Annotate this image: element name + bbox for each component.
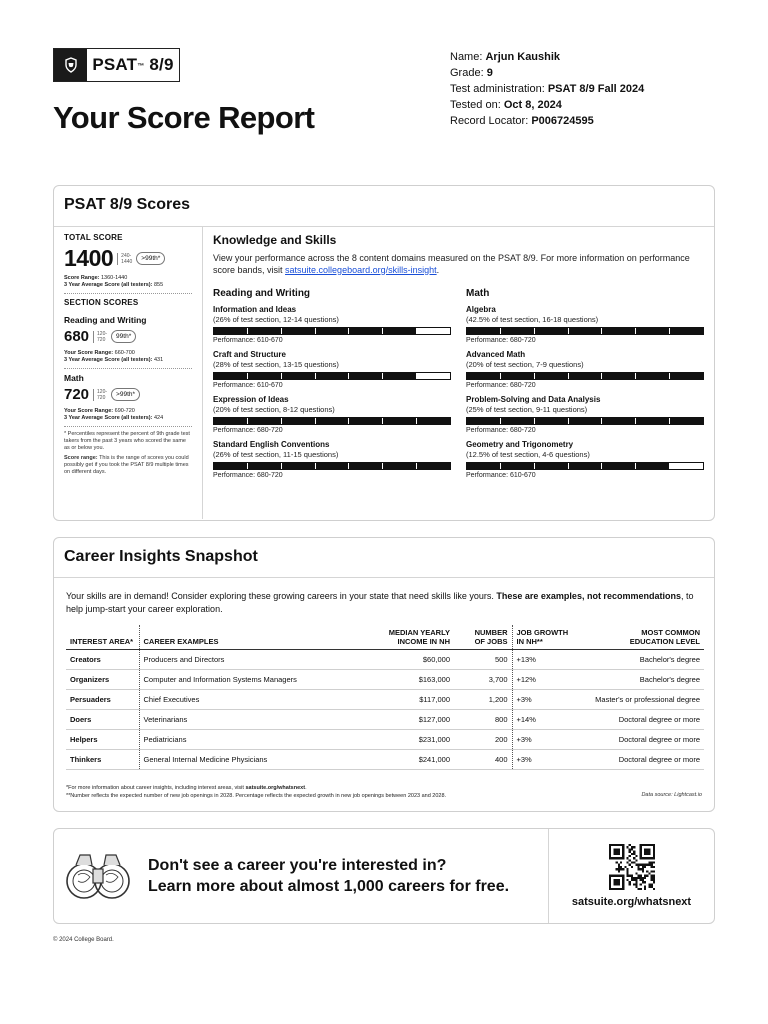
growth-cell: +3% — [512, 750, 582, 770]
math-domain — [466, 395, 704, 434]
rw-percentile-badge: 99th* — [111, 330, 136, 343]
band-segment — [282, 328, 315, 334]
career-notes — [66, 784, 446, 800]
explore-message: Don't see a career you're interested in? Learn more about almost 1,000 careers for free. — [148, 857, 510, 895]
performance-band-bar — [213, 327, 451, 335]
explore-careers-card — [53, 828, 715, 924]
band-segment — [569, 463, 602, 469]
rw-score-scale: 120- 720 — [93, 331, 107, 343]
domain-name: Expression of Ideas — [213, 395, 289, 404]
domain-name: Information and Ideas — [213, 305, 297, 314]
student-info — [450, 49, 644, 129]
performance-range: Performance: 680-720 — [213, 427, 283, 434]
band-segment — [636, 373, 669, 379]
header-education-level: MOST COMMON EDUCATION LEVEL — [582, 625, 704, 650]
domain-name: Advanced Math — [466, 350, 526, 359]
total-score-heading: TOTAL SCORE — [64, 233, 123, 242]
income-cell: $241,000 — [369, 750, 454, 770]
performance-range: Performance: 680-720 — [466, 427, 536, 434]
band-segment — [383, 328, 416, 334]
band-segment — [636, 418, 669, 424]
performance-range: Performance: 680-720 — [466, 382, 536, 389]
band-segment — [569, 418, 602, 424]
income-cell: $117,000 — [369, 690, 454, 710]
growth-cell: +3% — [512, 690, 582, 710]
band-segment — [467, 463, 500, 469]
income-cell: $231,000 — [369, 730, 454, 750]
score-range-note: Score range: This is the range of scores you could possibly get if you took the PSAT 8/9 multiple times on different days. — [64, 455, 189, 475]
band-segment — [214, 418, 247, 424]
band-segment — [248, 373, 281, 379]
band-segment — [602, 418, 635, 424]
domain-weight: (26% of test section, 11-15 questions) — [213, 450, 339, 459]
band-segment — [316, 418, 349, 424]
band-segment — [417, 373, 450, 379]
total-score-scale: 240- 1440 — [117, 253, 132, 265]
band-segment — [636, 328, 669, 334]
income-cell: $163,000 — [369, 670, 454, 690]
growth-cell: +14% — [512, 710, 582, 730]
page-title: Your Score Report — [53, 100, 315, 135]
whatsnext-link[interactable]: satsuite.org/whatsnext — [571, 896, 692, 908]
band-segment — [214, 463, 247, 469]
band-segment — [467, 328, 500, 334]
income-cell: $60,000 — [369, 650, 454, 670]
table-row — [66, 730, 704, 750]
knowledge-skills-title: Knowledge and Skills — [213, 233, 337, 247]
performance-range: Performance: 610-670 — [466, 472, 536, 479]
career-example-cell: Pediatricians — [139, 730, 369, 750]
growth-cell: +12% — [512, 670, 582, 690]
performance-band-bar — [466, 372, 704, 380]
performance-range: Performance: 610-670 — [213, 382, 283, 389]
career-example-cell: Computer and Information Systems Managers — [139, 670, 369, 690]
domain-name: Craft and Structure — [213, 350, 286, 359]
shield-acorn-icon — [54, 49, 87, 81]
score-summary-column — [54, 227, 203, 519]
header-number-of-jobs: NUMBER OF JOBS — [454, 625, 512, 650]
rw-average: 3 Year Average Score (all testers): 431 — [64, 357, 164, 363]
jobs-cell: 800 — [454, 710, 512, 730]
band-segment — [602, 328, 635, 334]
math-score-scale: 120- 720 — [93, 389, 107, 401]
jobs-cell: 1,200 — [454, 690, 512, 710]
band-segment — [349, 373, 382, 379]
rw-domains — [213, 288, 451, 485]
math-section-name: Math — [64, 373, 84, 383]
math-domains — [466, 288, 704, 485]
career-note-2: **Number reflects the expected number of new job openings in 2028. Percentage reflects the expected growth in new job openings between 2023 and 2028. — [66, 793, 447, 799]
band-segment — [569, 373, 602, 379]
band-segment — [636, 463, 669, 469]
test-admin-row: Test administration: PSAT 8/9 Fall 2024 — [450, 83, 645, 95]
math-percentile-badge: >99th* — [111, 388, 140, 401]
total-percentile-badge: >99th* — [136, 252, 165, 265]
band-segment — [467, 418, 500, 424]
interest-area-cell: Creators — [66, 650, 139, 670]
performance-range: Performance: 610-670 — [213, 337, 283, 344]
student-grade-row: Grade: 9 — [450, 67, 493, 79]
scores-card-title: PSAT 8/9 Scores — [54, 186, 714, 227]
domain-weight: (20% of test section, 7-9 questions) — [466, 360, 584, 369]
rw-score-value: 680 — [64, 328, 90, 345]
band-segment — [670, 463, 703, 469]
performance-band-bar — [213, 417, 451, 425]
band-segment — [569, 328, 602, 334]
table-row — [66, 690, 704, 710]
total-average: 3 Year Average Score (all testers): 855 — [64, 282, 164, 288]
education-cell: Bachelor's degree — [582, 670, 704, 690]
career-card-title: Career Insights Snapshot — [54, 538, 714, 578]
band-segment — [535, 328, 568, 334]
education-cell: Doctoral degree or more — [582, 710, 704, 730]
domain-name: Algebra — [466, 305, 496, 314]
performance-band-bar — [466, 462, 704, 470]
band-segment — [383, 418, 416, 424]
growth-cell: +3% — [512, 730, 582, 750]
band-segment — [383, 463, 416, 469]
career-intro: Your skills are in demand! Consider exploring these growing careers in your state that need skills like yours. These are examples, not recommendations, to help jump-start your career exploration. — [66, 591, 694, 614]
domain-weight: (12.5% of test section, 4-6 questions) — [466, 450, 590, 459]
header-career-examples: CAREER EXAMPLES — [139, 625, 369, 650]
jobs-cell: 500 — [454, 650, 512, 670]
domain-weight: (28% of test section, 13-15 questions) — [213, 360, 339, 369]
table-row — [66, 670, 704, 690]
domain-name: Standard English Conventions — [213, 440, 330, 449]
header-interest-area: INTEREST AREA* — [66, 625, 139, 650]
interest-area-cell: Organizers — [66, 670, 139, 690]
band-segment — [670, 373, 703, 379]
knowledge-skills-column — [203, 227, 714, 519]
table-row — [66, 650, 704, 670]
band-segment — [248, 418, 281, 424]
math-average: 3 Year Average Score (all testers): 424 — [64, 415, 164, 421]
band-segment — [282, 463, 315, 469]
scores-card — [53, 185, 715, 521]
student-name-row: Name: Arjun Kaushik — [450, 51, 561, 63]
jobs-cell: 3,700 — [454, 670, 512, 690]
math-score-value: 720 — [64, 386, 90, 403]
domain-name: Geometry and Trigonometry — [466, 440, 574, 449]
education-cell: Doctoral degree or more — [582, 750, 704, 770]
band-segment — [602, 463, 635, 469]
math-domains-heading: Math — [466, 288, 490, 299]
psat-logo — [53, 48, 180, 82]
math-domain — [466, 305, 704, 344]
band-segment — [535, 463, 568, 469]
rw-domain — [213, 350, 451, 389]
binoculars-icon — [62, 851, 134, 901]
performance-band-bar — [213, 372, 451, 380]
logo-wordmark: PSAT ™ 8/9 — [92, 55, 174, 74]
career-example-cell: General Internal Medicine Physicians — [139, 750, 369, 770]
band-segment — [501, 373, 534, 379]
band-segment — [501, 463, 534, 469]
total-score-value: 1400 — [64, 245, 114, 271]
income-cell: $127,000 — [369, 710, 454, 730]
domain-weight: (26% of test section, 12-14 questions) — [213, 315, 339, 324]
band-segment — [248, 328, 281, 334]
performance-band-bar — [213, 462, 451, 470]
band-segment — [417, 418, 450, 424]
band-segment — [316, 373, 349, 379]
skills-insight-link[interactable]: satsuite.collegeboard.org/skills-insight — [285, 264, 437, 275]
band-segment — [501, 328, 534, 334]
band-segment — [467, 373, 500, 379]
knowledge-skills-description: View your performance across the 8 content domains measured on the PSAT 8/9. For more information on performance score bands, visit satsuite.collegeboard.org/skills-insight. — [213, 253, 690, 275]
qr-code-icon[interactable] — [609, 844, 655, 890]
percentile-note: * Percentiles represent the percent of 9th grade test takers from the past 3 years who scored the same as or below you. — [64, 431, 190, 451]
rw-domains-heading: Reading and Writing — [213, 288, 311, 299]
math-domain — [466, 350, 704, 389]
header-job-growth: JOB GROWTH IN NH** — [512, 625, 582, 650]
performance-range: Performance: 680-720 — [213, 472, 283, 479]
career-example-cell: Producers and Directors — [139, 650, 369, 670]
education-cell: Bachelor's degree — [582, 650, 704, 670]
band-segment — [602, 373, 635, 379]
rw-domain — [213, 395, 451, 434]
domain-name: Problem-Solving and Data Analysis — [466, 395, 601, 404]
performance-band-bar — [466, 327, 704, 335]
tested-on-row: Tested on: Oct 8, 2024 — [450, 99, 562, 111]
band-segment — [670, 328, 703, 334]
band-segment — [214, 373, 247, 379]
math-domain — [466, 440, 704, 479]
jobs-cell: 200 — [454, 730, 512, 750]
band-segment — [316, 328, 349, 334]
total-score-range: Score Range: 1360-1440 — [64, 275, 128, 281]
interest-area-cell: Persuaders — [66, 690, 139, 710]
header-median-income: MEDIAN YEARLY INCOME IN NH — [369, 625, 454, 650]
copyright: © 2024 College Board. — [53, 937, 114, 943]
domain-weight: (42.5% of test section, 16-18 questions) — [466, 315, 599, 324]
band-segment — [282, 373, 315, 379]
rw-score-range: Your Score Range: 660-700 — [64, 350, 135, 356]
domain-weight: (20% of test section, 8-12 questions) — [213, 405, 335, 414]
performance-range: Performance: 680-720 — [466, 337, 536, 344]
jobs-cell: 400 — [454, 750, 512, 770]
careers-table — [66, 625, 704, 770]
band-segment — [383, 373, 416, 379]
domain-weight: (25% of test section, 9-11 questions) — [466, 405, 588, 414]
band-segment — [535, 418, 568, 424]
career-example-cell: Veterinarians — [139, 710, 369, 730]
career-example-cell: Chief Executives — [139, 690, 369, 710]
band-segment — [670, 418, 703, 424]
rw-domain — [213, 440, 451, 479]
band-segment — [282, 418, 315, 424]
education-cell: Master's or professional degree — [582, 690, 704, 710]
band-segment — [349, 463, 382, 469]
math-score-range: Your Score Range: 690-720 — [64, 408, 135, 414]
band-segment — [349, 328, 382, 334]
career-insights-card — [53, 537, 715, 812]
education-cell: Doctoral degree or more — [582, 730, 704, 750]
band-segment — [535, 373, 568, 379]
data-source: Data source: Lightcast.io — [641, 792, 702, 798]
rw-section-name: Reading and Writing — [64, 315, 147, 325]
record-locator-row: Record Locator: P006724595 — [450, 115, 594, 127]
growth-cell: +13% — [512, 650, 582, 670]
interest-area-cell: Helpers — [66, 730, 139, 750]
rw-domain — [213, 305, 451, 344]
career-note-1: *For more information about career insights, including interest areas, visit satsuite.org/whatsnext. — [66, 785, 307, 791]
band-segment — [248, 463, 281, 469]
performance-band-bar — [466, 417, 704, 425]
table-row — [66, 750, 704, 770]
band-segment — [501, 418, 534, 424]
band-segment — [417, 463, 450, 469]
table-row — [66, 710, 704, 730]
band-segment — [316, 463, 349, 469]
interest-area-cell: Doers — [66, 710, 139, 730]
interest-area-cell: Thinkers — [66, 750, 139, 770]
band-segment — [417, 328, 450, 334]
band-segment — [349, 418, 382, 424]
band-segment — [214, 328, 247, 334]
section-scores-heading: SECTION SCORES — [64, 298, 139, 307]
